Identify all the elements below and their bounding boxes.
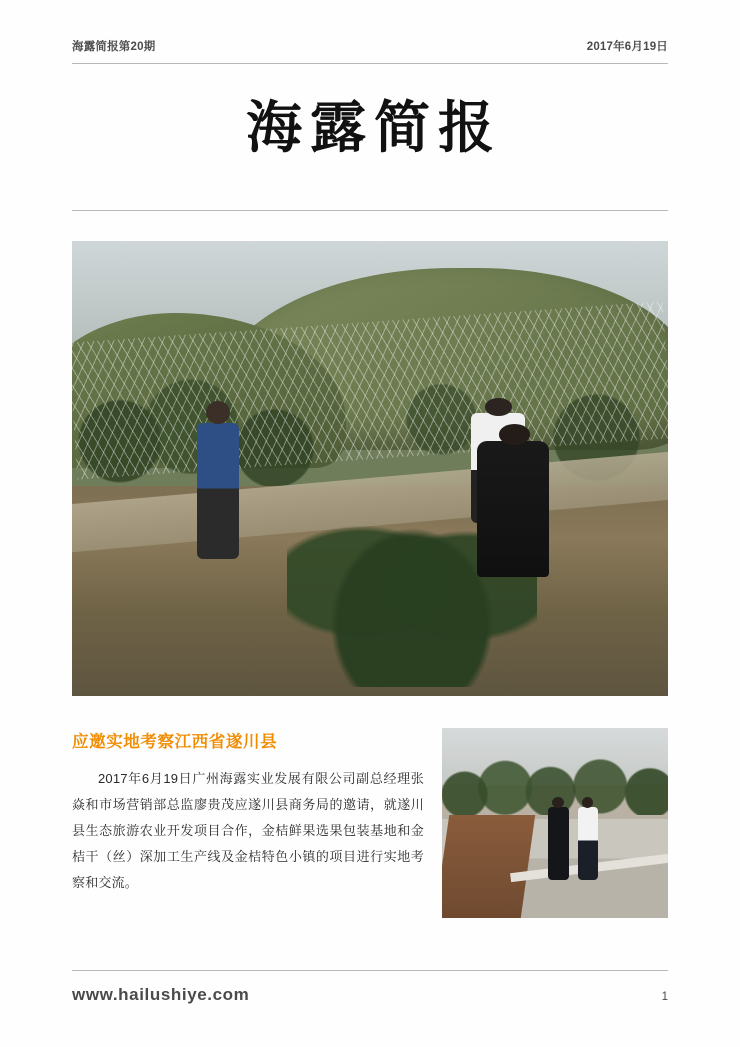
- article-body: 2017年6月19日广州海露实业发展有限公司副总经理张焱和市场营销部总监廖贵茂应遂川县商务局的邀请，就遂川县生态旅游农业开发项目合作，金桔鲜果选果包装基地和金桔干（丝）深加工生产线及金桔特色小镇的项目进行实地考察和交流。: [72, 770, 424, 890]
- page-header: [72, 0, 668, 54]
- article-photo-person-right: [578, 807, 598, 879]
- article-text-column: [72, 728, 424, 918]
- page-footer: [72, 970, 668, 1005]
- hero-photo: [72, 241, 668, 696]
- issue-date: 2017年6月19日: [586, 41, 668, 53]
- masthead-divider: [72, 210, 668, 211]
- footer-divider: [72, 970, 668, 971]
- article-headline: 应邀实地考察江西省遂川县: [72, 732, 278, 751]
- article-photo-person-left: [548, 807, 568, 879]
- article-section: [72, 728, 668, 918]
- article-photo: [442, 728, 668, 918]
- hero-person-standing: [197, 423, 239, 560]
- footer-website-url[interactable]: www.hailushiye.com: [72, 985, 250, 1004]
- footer-row: [72, 985, 668, 1005]
- article-photo-soil: [442, 815, 535, 918]
- footer-page-number: 1: [661, 991, 668, 1003]
- issue-label: 海露简报第20期: [72, 41, 156, 53]
- page-title: 海露简报: [246, 96, 502, 161]
- masthead: [72, 64, 668, 186]
- hero-person-dark-dress: [477, 441, 549, 578]
